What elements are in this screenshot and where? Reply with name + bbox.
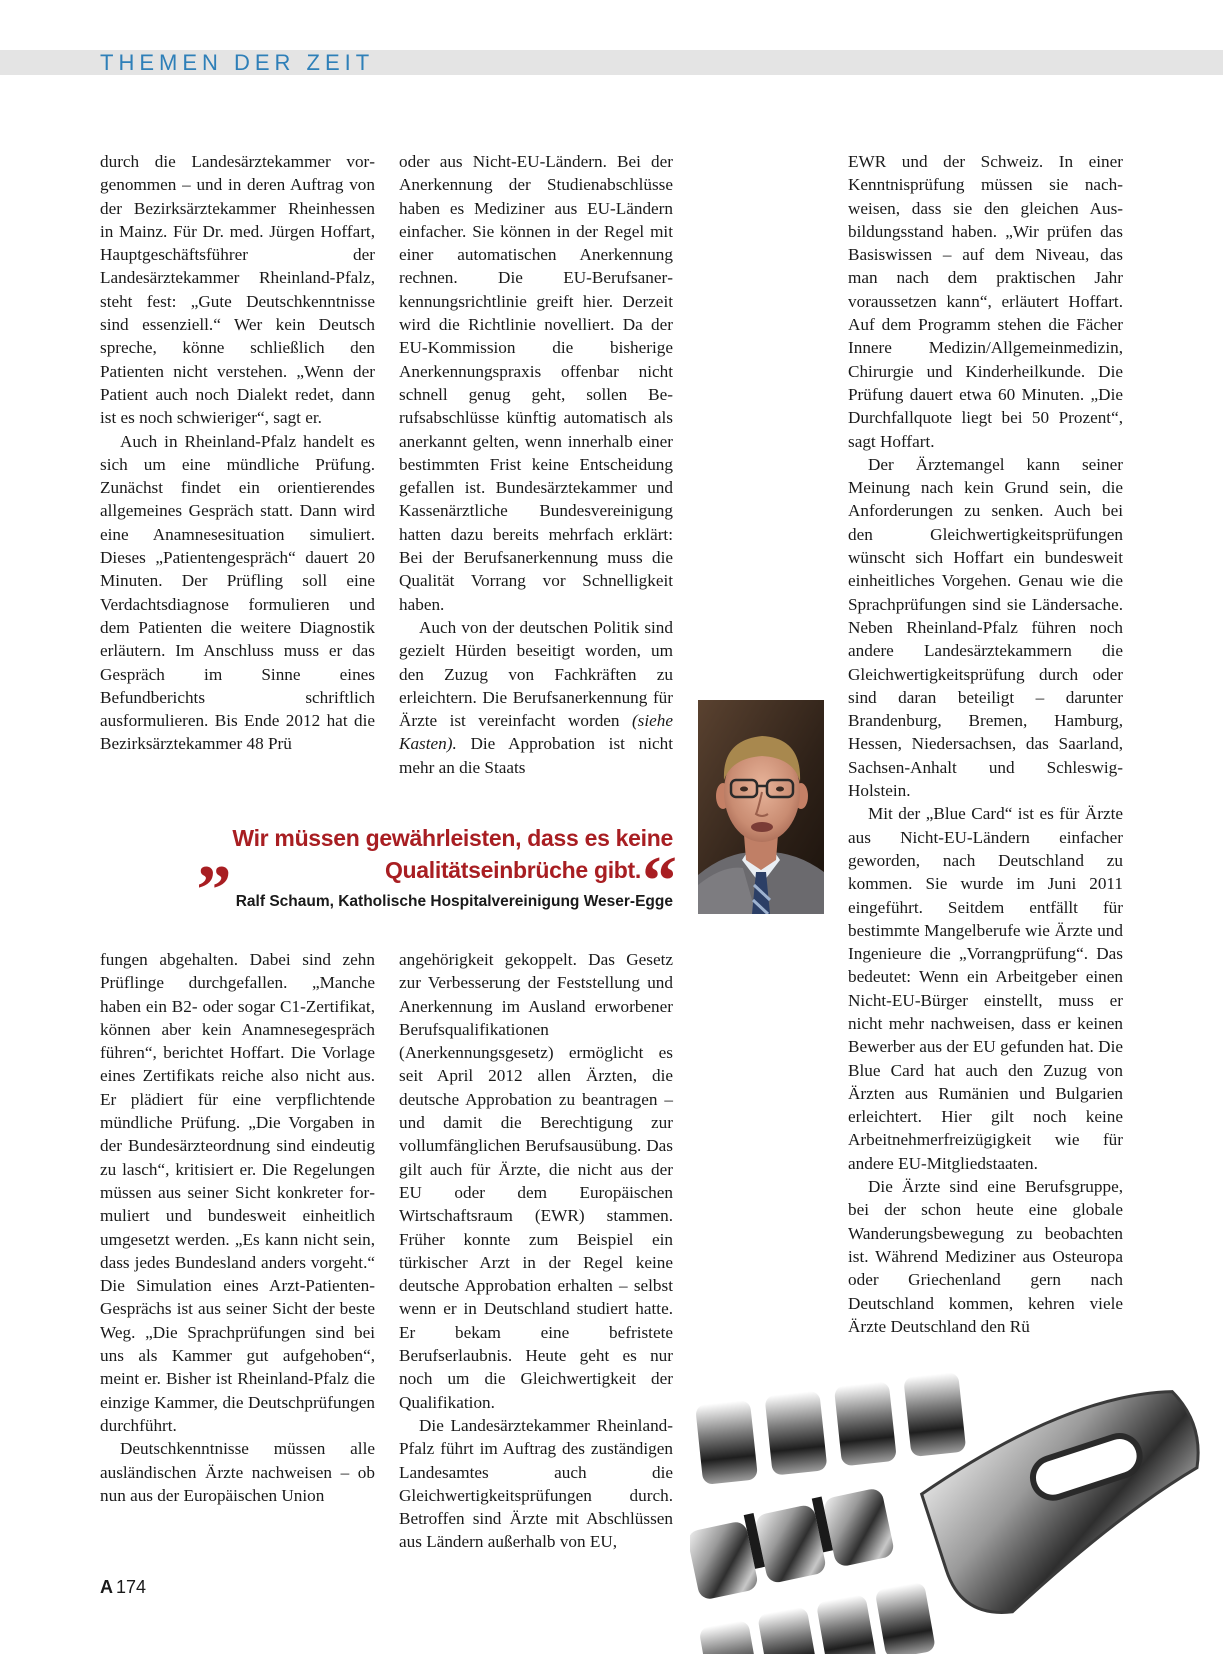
pull-quote bbox=[153, 822, 673, 886]
paragraph: angehörigkeit gekoppelt. Das Gesetz zur Verbesserung der Feststellung und Anerkennung im Ausland erworbener Berufsqualifikationen (Anerkennungsgesetz) ermöglicht es seit April 2012 allen Ärzten, die deutsche Approbation zu beantragen – und damit die Berechtigung zur vollumfänglichen Berufsausübung. Das gilt auch für Ärzte, die nicht aus der EU oder dem Europäischen Wirtschaftsraum (EWR) stammen. Früher konnte zum Beispiel ein türkischer Arzt in der Regel keine deutsche Approbation erhalten – selbst wenn er in Deutschland studiert hatte. Er bekam eine befristete Berufserlaubnis. Heute geht es nur noch um die Gleichwertigkeit der Qualifikation. bbox=[399, 950, 673, 1412]
paragraph: Deutschkenntnisse müssen alle ausländischen Ärzte nachweisen – ob nun aus der Europäischen Union bbox=[100, 1439, 375, 1505]
paragraph-text: Auch von der deutschen Politik sind gezielt Hürden beseitigt worden, um den Zuzug von Fachkräften zu erleichtern. Die Berufsanerkennung für Ärzte ist vereinfacht worden bbox=[399, 617, 673, 731]
pull-quote-attribution: Ralf Schaum, Katholische Hospitalvereinigung Weser-Egge bbox=[235, 893, 673, 910]
paragraph: oder aus Nicht-EU-Ländern. Bei der Anerkennung der Studienabschlüsse haben es Mediziner aus EU-Ländern einfacher. Sie können in der Regel mit einer automatischen Anerkennung rechnen. Die EU-Berufsanerkennungsrichtlinie greift hier. Derzeit wird die Richtlinie novelliert. Da der EU-Kommission die bisherige Anerkennungspraxis offenbar nicht schnell genug geht, sollen Berufsabschlüsse künftig automatisch als anerkannt gelten, wenn innerhalb einer bestimmten Frist keine Entscheidung gefallen ist. Bundesärztekammer und Kassenärztliche Bundesvereinigung hatten dazu bereits mehrfach erklärt: Bei der Berufsanerkennung muss die Qualität Vorrang vor Schnelligkeit haben. bbox=[399, 152, 673, 614]
paragraph-text: Die Approbation ist nicht mehr an die Staats bbox=[399, 734, 673, 777]
paragraph: fungen abgehalten. Dabei sind zehn Prüflinge durchgefallen. „Manche haben ein B2- oder sogar C1-Zertifikat, können aber kein Anamnesegespräch führen“, berichtet Hoffart. Die Vorlage eines Zertifikats reiche also nicht aus. Er plädiert für eine verpflichtende mündliche Prüfung. „Die Vorgaben in der Bundesärzteordnung sind eindeutig zu lasch“, kritisiert er. Die Regelungen müssen aus seiner Sicht konkreter formuliert und bundesweit einheitlich umgesetzt werden. „Es kann nicht sein, dass jedes Bundesland anders vorgeht.“ Die Simulation eines Arzt-Patienten-Gesprächs ist aus seiner Sicht der beste Weg. „Die Sprachprüfungen sind bei uns als Kammer gut aufgehoben“, meint er. Bisher ist Rheinland-Pfalz die einzige Kammer, die Deutschprüfungen durchführt. bbox=[100, 950, 375, 1435]
portrait-photo bbox=[698, 700, 824, 914]
paragraph: Die Landesärztekammer Rheinland-Pfalz führt im Auftrag des zuständigen Landesamtes auch die Gleichwertigkeitsprüfungen durch. Betroffen sind Ärzte mit Abschlüssen aus Ländern außerhalb von EU, bbox=[399, 1415, 673, 1552]
pull-quote-line-1: Wir müssen gewährleisten, dass es keine bbox=[232, 825, 673, 851]
article-column-2-top bbox=[399, 150, 673, 779]
page-prefix: A bbox=[100, 1577, 113, 1597]
article-column-3 bbox=[848, 150, 1123, 1338]
quote-open-mark: „ bbox=[197, 816, 232, 893]
article-column-1-top bbox=[100, 150, 375, 756]
pull-quote-line-2: Qualitätseinbrüche gibt. bbox=[384, 857, 641, 883]
quote-close-mark: “ bbox=[642, 843, 677, 920]
paragraph bbox=[399, 616, 673, 779]
paragraph: EWR und der Schweiz. In einer Kenntnisprüfung müssen sie nachweisen, dass sie den gleichen Ausbildungsstand haben. „Wir prüfen das Basiswissen – auf dem Niveau, das man nach dem praktischen Jahr voraussetzen kann“, erläutert Hoffart. Auf dem Programm stehen die Fächer Innere Medizin/Allgemeinmedizin, Chirurgie und Kinderheilkunde. Die Prüfung dauert etwa 60 Minuten. „Die Durchfallquote liegt bei 50 Prozent“, sagt Hoffart. bbox=[848, 152, 1123, 451]
paragraph: Der Ärztemangel kann seiner Meinung nach kein Grund sein, die Anforderungen zu senken. Auch bei den Gleichwertigkeitsprüfungen wünscht sich Hoffart ein bundesweit einheitliches Vorgehen. Genau wie die Sprachprüfungen sind sie Ländersache. Neben Rheinland-Pfalz führen noch andere Landesärztekammern die Gleichwertigkeitsprüfung durch oder sind daran beteiligt – darunter Brandenburg, Bremen, Hamburg, Hessen, Niedersachsen, das Saarland, Sachsen-Anhalt und Schleswig-Holstein. bbox=[848, 454, 1123, 801]
zipper-graphic bbox=[690, 1360, 1223, 1654]
paragraph: Die Ärzte sind eine Berufsgruppe, bei der schon heute eine globale Wanderungsbewegung zu beobachten ist. Während Mediziner aus Osteuropa oder Griechenland gern nach Deutschland kommen, kehren viele Ärzte Deutschland den Rü bbox=[848, 1177, 1123, 1336]
zipper-illustration bbox=[690, 1360, 1223, 1654]
page-number: 174 bbox=[116, 1577, 147, 1597]
section-title: THEMEN DER ZEIT bbox=[100, 50, 375, 75]
box-reference: (siehe Kasten). bbox=[399, 711, 673, 754]
paragraph: durch die Landesärztekammer vorgenommen – und in deren Auftrag von der Bezirksärztekammer Rheinhessen in Mainz. Für Dr. med. Jürgen Hoffart, Hauptgeschäftsführer der Landesärztekammer Rheinland-Pfalz, steht fest: „Gute Deutschkenntnisse sind essenziell.“ Wer kein Deutsch spreche, könne schließlich den Patienten nicht verstehen. „Wenn der Patient auch noch Dialekt redet, dann ist es noch schwieriger“, sagt er. bbox=[100, 152, 375, 428]
page-footer bbox=[100, 1577, 146, 1598]
paragraph: Mit der „Blue Card“ ist es für Ärzte aus Nicht-EU-Ländern einfacher geworden, nach Deutschland zu kommen. Sie wurde im Juni 2011 eingeführt. Seitdem entfällt für bestimmte Mangelberufe wie Ärzte und Ingenieure die „Vorrangprüfung“. Das bedeutet: Wenn ein Arbeitgeber einen Nicht-EU-Bürger einstellt, muss er nicht mehr nachweisen, dass er keinen Bewerber aus der EU gefunden hat. Die Blue Card hat auch den Zuzug von Ärzten aus Rumänien und Bulgarien erleichtert. Hier gilt noch keine Arbeitnehmerfreizügigkeit wie für andere EU-Mitgliedstaaten. bbox=[848, 804, 1123, 1173]
portrait-image bbox=[698, 700, 824, 914]
article-column-2-bottom bbox=[399, 948, 673, 1554]
article-column-1-bottom bbox=[100, 948, 375, 1507]
paragraph: Auch in Rheinland-Pfalz handelt es sich um eine mündliche Prüfung. Zunächst findet ein orientierendes allgemeines Gespräch statt. Dann wird eine Anamnesesituation simuliert. Dieses „Patientengespräch“ dauert 20 Minuten. Der Prüfling soll eine Verdachtsdiagnose formulieren und dem Patienten die weitere Diagnostik erläutern. Im Anschluss muss er das Gespräch im Sinne eines Befundberichts schriftlich ausformulieren. Bis Ende 2012 hat die Bezirksärztekammer 48 Prü bbox=[100, 431, 375, 754]
